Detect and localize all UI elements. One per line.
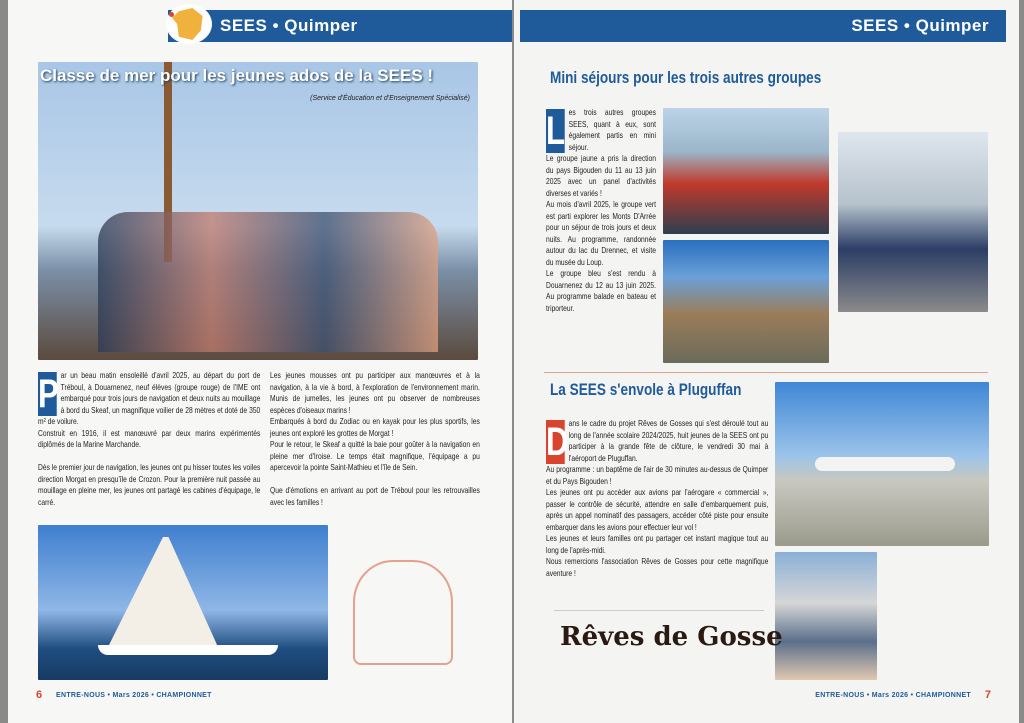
tricycle-kids-photo	[838, 132, 988, 312]
paragraph: Les jeunes et leurs familles ont pu partager cet instant magique tout au long de l'après-midi.	[546, 533, 769, 555]
paragraph: Embarqués à bord du Zodiac ou en kayak pour les plus sportifs, les jeunes ont exploré les grottes de Morgat !	[270, 416, 480, 438]
sailboat-photo	[38, 525, 328, 680]
header-title: SEES • Quimper	[851, 16, 989, 35]
page-number: 7	[984, 689, 991, 701]
picnic-photo	[663, 240, 829, 363]
text-column-1	[38, 370, 260, 508]
paragraph: Au mois d'avril 2025, le groupe vert est parti explorer les Monts D'Arrée pour un séjour de trois jours et deux nuits. Au programme, randonnée autour du lac du Drennec, et visite du musée du Loup.	[546, 199, 656, 267]
paragraph: Que d'émotions en arrivant au port de Tréboul pour les retrouvailles avec les familles !	[270, 485, 480, 507]
text-column-2	[270, 370, 480, 508]
kids-family-photo	[775, 552, 877, 680]
left-page	[8, 0, 512, 723]
paragraph: Nous remercions l'association Rêves de Gosses pour cette magnifique aventure !	[546, 556, 769, 578]
article-subtitle: (Service d'Éducation et d'Enseignement Spécialisé)	[310, 95, 470, 102]
paragraph: Au programme : un baptême de l'air de 30 minutes au-dessus de Quimper et du Pays Bigouden !	[546, 464, 769, 486]
drop-cap: P	[38, 372, 59, 416]
paragraph: Le groupe bleu s'est rendu à Douarnenez du 12 au 13 juin 2025. Au programme balade en bateau et triporteur.	[546, 268, 656, 313]
article-title: Classe de mer pour les jeunes ados de la SEES !	[40, 66, 434, 85]
france-map-icon	[166, 4, 212, 44]
paragraph: Dès le premier jour de navigation, les jeunes ont pu hisser toutes les voiles direction Morgat en presqu'île de Crozon. Pour la première nuit passée au mouillage en pleine mer, les jeunes ont partagé les cabines d'équipage, le carré.	[38, 462, 261, 507]
drop-cap: D	[546, 420, 569, 464]
sailing-crew-photo	[38, 62, 478, 360]
reves-de-gosse-logo: Rêves de Gosse	[560, 622, 783, 652]
paragraph: Pour le retour, le Skeaf a quitté la baie pour goûter à la navigation en pleine mer d'Iroise. Le temps était magnifique, l'équipage a pu apercevoir la pointe Saint-Mathieu et l'île de Sein.	[270, 439, 480, 472]
page-number: 6	[36, 689, 43, 701]
divider	[544, 372, 988, 373]
section-title: La SEES s'envole à Pluguffan	[550, 380, 742, 399]
section-title: Mini séjours pour les trois autres groupes	[550, 68, 822, 87]
paragraph: Les jeunes mousses ont pu participer aux manœuvres et à la navigation, à la vie à bord, à l'exploration de l'environnement marin. Munis de jumelles, les jeunes ont pu observer de nombreuses espèces d'oiseaux marins !	[270, 370, 480, 415]
right-page	[514, 0, 1019, 723]
paragraph: es trois autres groupes SEES, quant à eux, sont également partis en mini séjour.	[568, 107, 656, 152]
footer: ENTRE-NOUS • Mars 2026 • CHAMPIONNET	[56, 692, 212, 699]
paragraph: Les jeunes ont pu accéder aux avions par l'aérogare « commercial », passer le contrôle de sécurité, attendre en salle d'embarquement puis, après un appel nominatif des passagers, accéder côté piste pour ensuite embarquer dans les avions pour effectuer leur vol !	[546, 487, 769, 532]
boat-kids-photo	[663, 108, 829, 234]
group-people-icon	[353, 560, 453, 665]
paragraph: Construit en 1916, il est manœuvré par deux marins expérimentés diplômés de la Marine Marchande.	[38, 427, 261, 449]
header-title: SEES • Quimper	[220, 16, 358, 35]
paragraph: ar un beau matin ensoleillé d'avril 2025, au départ du port de Tréboul, à Douarnenez, neuf élèves (groupe rouge) de l'IME ont embarqué pour trois jours de navigation et deux nuits au mouillage à bord du Skeaf, un magnifique voilier de 28 mètres et doté de 350 m² de voilure.	[38, 370, 261, 426]
footer: ENTRE-NOUS • Mars 2026 • CHAMPIONNET	[815, 692, 971, 699]
paragraph: ans le cadre du projet Rêves de Gosses qui s'est déroulé tout au long de l'année scolaire 2024/2025, huit jeunes de la SEES ont pu participer à la grande fête de clôture, le vendredi 30 mai à l'aéroport de Pluguffan.	[568, 418, 769, 463]
divider	[554, 610, 764, 611]
airplane-photo	[775, 382, 989, 546]
drop-cap: L	[546, 109, 566, 153]
paragraph: Le groupe jaune a pris la direction du pays Bigouden du 11 au 13 juin 2025 avec un panel d'activités diverses et variés !	[546, 153, 656, 198]
text-column-2	[546, 418, 768, 579]
text-column-1	[546, 107, 656, 314]
